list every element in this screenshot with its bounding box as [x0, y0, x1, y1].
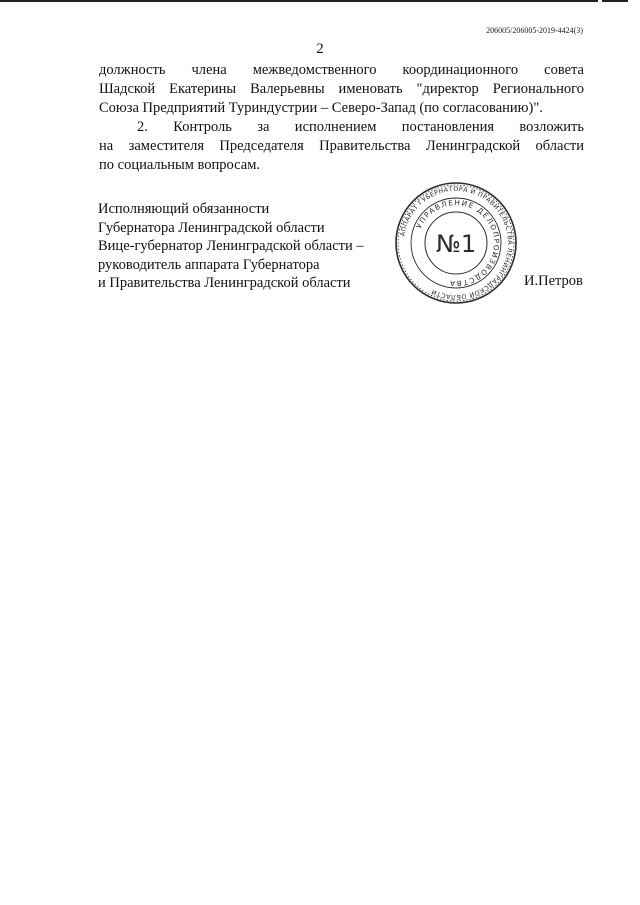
signatory-line-5: и Правительства Ленинградской области	[98, 275, 351, 291]
signatory-title	[98, 200, 364, 293]
top-border-line-tail	[602, 0, 628, 2]
top-border-line	[0, 0, 598, 2]
signer-name: И.Петров	[524, 273, 583, 289]
document-id: 206005/206005-2019-4424(3)	[486, 26, 583, 35]
signatory-line-1: Исполняющий обязанности	[98, 201, 270, 217]
seal-inner-text: УПРАВЛЕНИЕ ДЕЛОПРОИЗВОДСТВА	[414, 197, 502, 289]
signatory-line-4: руководитель аппарата Губернатора	[98, 256, 320, 273]
body-line-3: Союза Предприятий Туриндустрии – Северо-Запад (по согласованию)".	[99, 100, 543, 116]
body-line-2: Шадской Екатерины Валерьевны именовать "директор Регионального	[99, 81, 584, 97]
signatory-line-3: Вице-губернатор Ленинградской области –	[98, 238, 364, 254]
page-number: 2	[316, 41, 324, 57]
seal-outer-text: АППАРАТ ГУБЕРНАТОРА И ПРАВИТЕЛЬСТВА ЛЕНИНГРАДСКОЙ ОБЛАСТИ	[398, 184, 515, 302]
seal-center-number: №1	[435, 230, 477, 258]
signatory-line-2: Губернатора Ленинградской области	[98, 219, 325, 236]
body-line-1: должность члена межведомственного координационного совета	[99, 62, 584, 78]
body-line-5: на заместителя Председателя Правительства Ленинградской области	[99, 138, 584, 154]
resolution-body	[99, 61, 584, 175]
body-line-4: 2. Контроль за исполнением постановления возложить	[137, 119, 584, 135]
body-line-6: по социальным вопросам.	[99, 157, 261, 173]
official-seal-stamp	[394, 181, 518, 305]
